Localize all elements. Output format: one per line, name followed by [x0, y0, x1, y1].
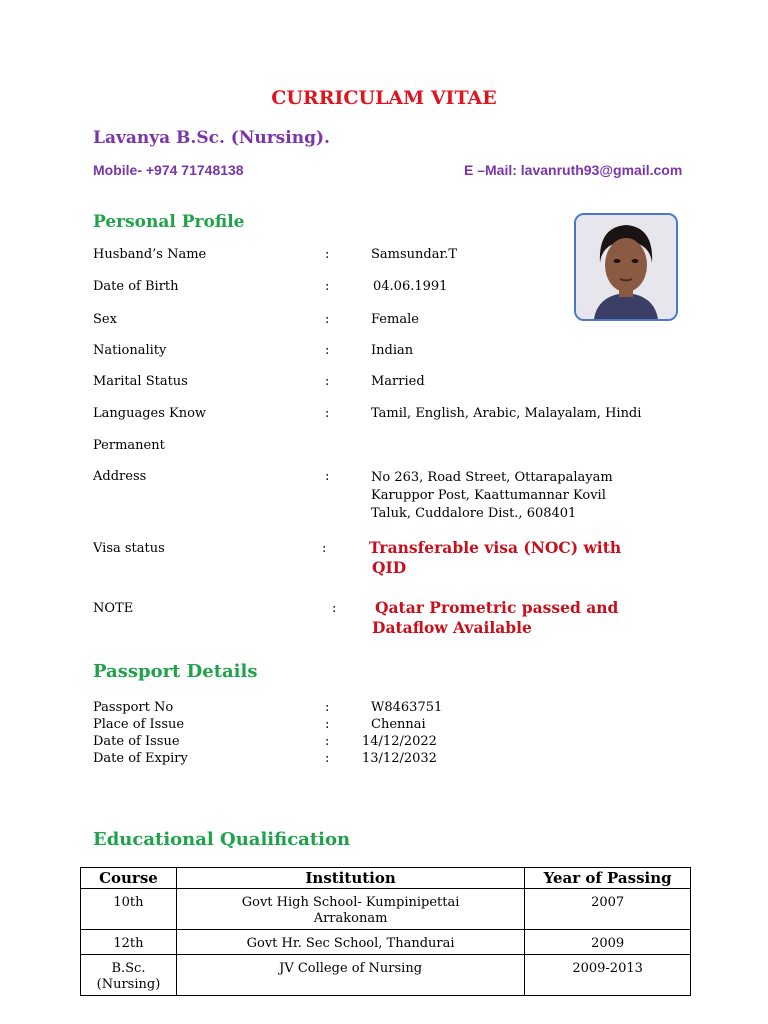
marital-status-label: Marital Status — [93, 374, 188, 389]
course-line: 12th — [113, 936, 144, 951]
place-of-issue-colon: : — [325, 717, 330, 732]
visa-line: Transferable visa (NOC) with — [369, 538, 622, 557]
sex-colon: : — [325, 312, 330, 327]
mobile-number: Mobile- +974 71748138 — [93, 162, 244, 178]
marital-status-colon: : — [325, 374, 330, 389]
place-of-issue-label: Place of Issue — [93, 717, 185, 732]
institution-line: Govt Hr. Sec School, Thandurai — [246, 936, 455, 951]
table-row — [81, 889, 691, 930]
year-cell: 2007 — [525, 889, 691, 930]
husband-name-colon: : — [325, 247, 330, 262]
husband-name-value: Samsundar.T — [371, 247, 458, 262]
profile-photo-image — [576, 215, 676, 319]
institution-cell — [176, 930, 524, 955]
date-of-expiry-value: 13/12/2032 — [362, 751, 437, 766]
education-heading: Educational Qualification — [93, 829, 351, 850]
education-table — [80, 867, 691, 996]
languages-label: Languages Know — [93, 406, 207, 421]
visa-status-label: Visa status — [93, 541, 165, 556]
passport-details-heading: Passport Details — [93, 661, 258, 682]
document-title: CURRICULAM VITAE — [271, 87, 497, 109]
date-of-issue-value: 14/12/2022 — [362, 734, 437, 749]
email-address: E –Mail: lavanruth93@gmail.com — [464, 162, 683, 178]
date-of-expiry-label: Date of Expiry — [93, 751, 188, 766]
institution-line: Govt High School- Kumpinipettai — [241, 895, 460, 910]
visa-status-value — [369, 538, 621, 578]
languages-value: Tamil, English, Arabic, Malayalam, Hindi — [371, 406, 642, 421]
dob-label: Date of Birth — [93, 279, 179, 294]
sex-value: Female — [371, 312, 419, 327]
institution-line: JV College of Nursing — [279, 961, 423, 976]
candidate-name: Lavanya B.Sc. (Nursing). — [93, 128, 330, 148]
year-cell: 2009 — [525, 930, 691, 955]
institution-cell — [176, 955, 524, 996]
note-label: NOTE — [93, 601, 134, 616]
note-colon: : — [332, 601, 337, 616]
nationality-colon: : — [325, 343, 330, 358]
personal-profile-heading: Personal Profile — [93, 212, 245, 232]
place-of-issue-value: Chennai — [371, 717, 426, 732]
passport-no-label: Passport No — [93, 700, 174, 715]
course-cell — [81, 955, 177, 996]
profile-photo — [574, 213, 678, 321]
address-colon: : — [325, 469, 330, 484]
dob-colon: : — [325, 279, 330, 294]
course-cell — [81, 889, 177, 930]
table-row — [81, 955, 691, 996]
passport-no-value: W8463751 — [371, 700, 443, 715]
table-row — [81, 930, 691, 955]
date-of-issue-label: Date of Issue — [93, 734, 180, 749]
course-line: (Nursing) — [96, 977, 161, 992]
address-line: Karuppor Post, Kaattumannar Kovil — [371, 488, 606, 503]
address-value — [371, 469, 613, 523]
date-of-expiry-colon: : — [325, 751, 330, 766]
year-header: Year of Passing — [525, 868, 691, 889]
languages-colon: : — [325, 406, 330, 421]
address-line: Taluk, Cuddalore Dist., 608401 — [371, 506, 577, 521]
institution-header: Institution — [176, 868, 524, 889]
marital-status-value: Married — [371, 374, 425, 389]
visa-line: QID — [372, 558, 407, 577]
course-header: Course — [81, 868, 177, 889]
date-of-issue-colon: : — [325, 734, 330, 749]
sex-label: Sex — [93, 312, 117, 327]
husband-name-label: Husband’s Name — [93, 247, 207, 262]
nationality-label: Nationality — [93, 343, 167, 358]
visa-status-colon: : — [322, 541, 327, 556]
nationality-value: Indian — [371, 343, 414, 358]
year-cell: 2009-2013 — [525, 955, 691, 996]
address-label: Address — [93, 469, 147, 484]
permanent-label: Permanent — [93, 438, 165, 453]
note-value — [372, 598, 618, 638]
address-line: No 263, Road Street, Ottarapalayam — [371, 470, 613, 485]
dob-value: 04.06.1991 — [373, 279, 448, 294]
institution-cell — [176, 889, 524, 930]
course-cell — [81, 930, 177, 955]
course-line: 10th — [113, 895, 144, 910]
institution-line: Arrakonam — [313, 911, 388, 926]
passport-no-colon: : — [325, 700, 330, 715]
note-line: Dataflow Available — [372, 618, 532, 637]
table-header-row — [81, 868, 691, 889]
course-line: B.Sc. — [111, 961, 146, 976]
note-line: Qatar Prometric passed and — [375, 598, 619, 617]
